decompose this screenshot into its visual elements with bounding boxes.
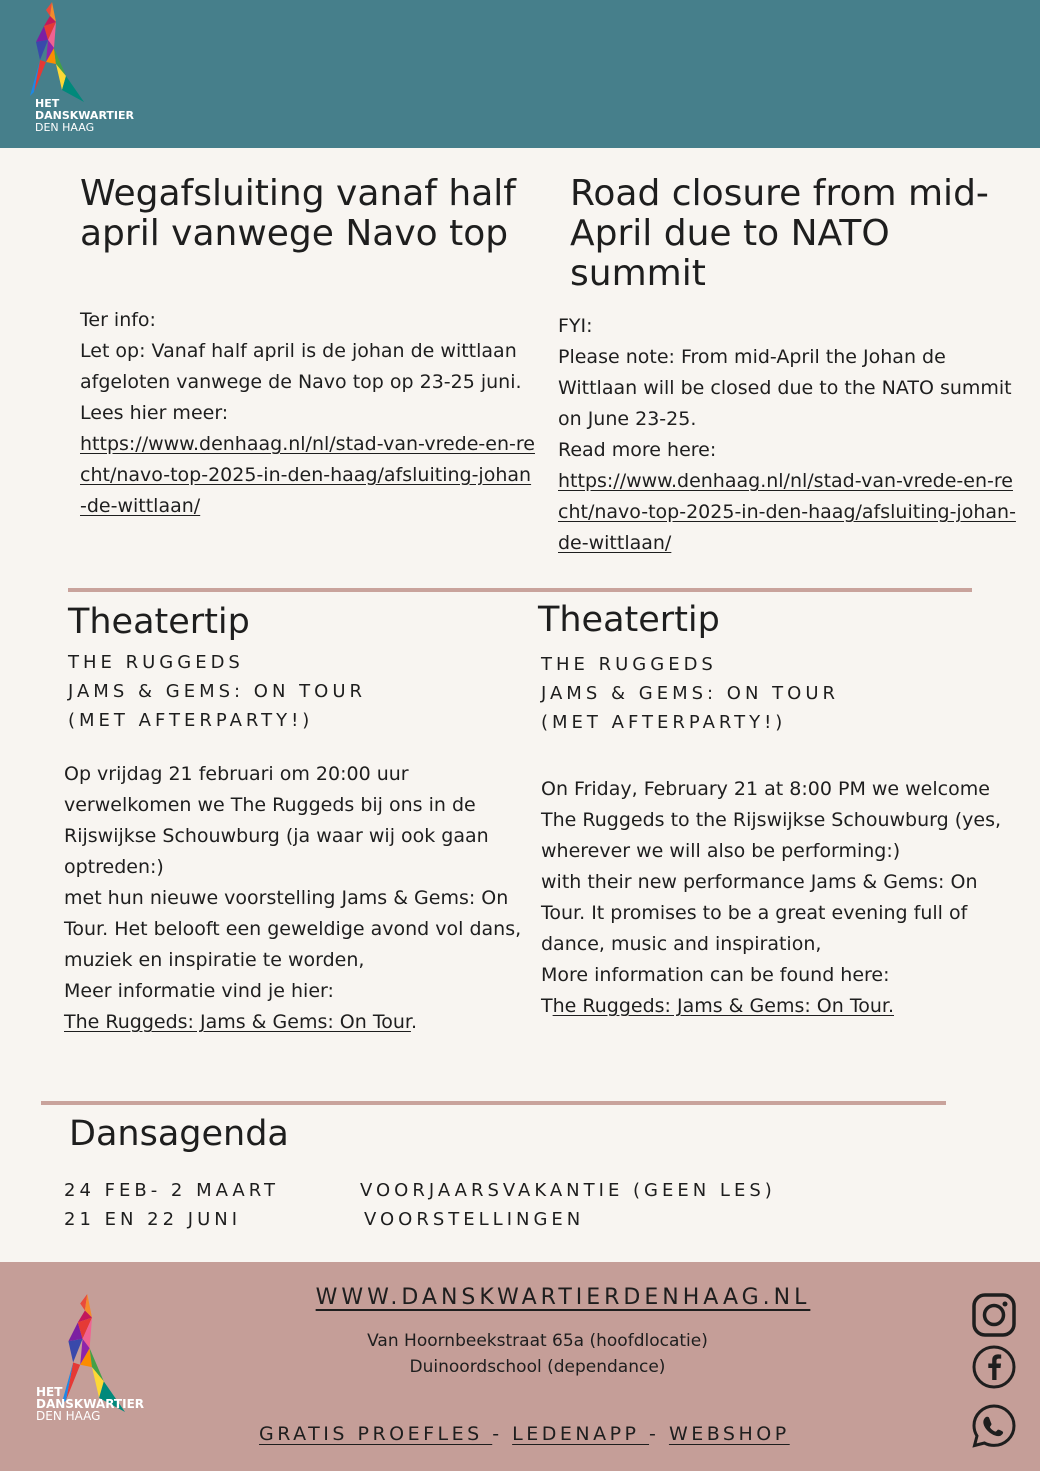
- logo-line-2: DANSKWARTIER: [35, 109, 135, 122]
- en-notice-title: Road closure from mid-April due to NATO summit: [570, 173, 989, 294]
- nl-notice-text: Let op: Vanaf half april is de johan de wittlaan afgeloten vanwege de Navo top op 23-25 juni.: [80, 340, 522, 393]
- address-2: Duinoordschool (dependance): [409, 1357, 666, 1377]
- footer-separator-1: -: [492, 1423, 513, 1445]
- en-theater-text-2: with their new performance Jams & Gems: On Tour. It promises to be a great evening full of dance, music and inspiration,: [541, 871, 978, 955]
- webshop-link[interactable]: WEBSHOP: [668, 1423, 790, 1445]
- footer-logo-line-2: DANSKWARTIER: [36, 1397, 145, 1411]
- logo-line-1: HET: [35, 97, 60, 110]
- member-app-link[interactable]: LEDENAPP: [512, 1423, 650, 1445]
- footer-logo-line-1: HET: [36, 1385, 63, 1399]
- en-theater-more: More information can be found here:: [541, 964, 890, 986]
- logo-dancer-icon: [26, 2, 86, 102]
- nl-theater-more: Meer informatie vind je hier:: [64, 980, 334, 1002]
- nl-notice-title: Wegafsluiting vanaf half april vanwege Navo top: [80, 173, 516, 254]
- nl-theater-text-2: met hun nieuwe voorstelling Jams & Gems: On Tour. Het belooft een geweldige avond vol dans, muziek en inspiratie te worden,: [64, 887, 522, 971]
- logo-text: [35, 98, 134, 134]
- agenda-row-2-event: VOORSTELLINGEN: [364, 1209, 585, 1230]
- nl-notice-body: [80, 305, 535, 522]
- agenda-row-1-event: VOORJAARSVAKANTIE (GEEN LES): [360, 1180, 776, 1201]
- nl-theater-title: Theatertip: [68, 602, 250, 642]
- instagram-icon[interactable]: [971, 1292, 1017, 1338]
- nl-notice-link[interactable]: https://www.denhaag.nl/nl/stad-van-vrede-en-recht/navo-top-2025-in-den-haag/afsluiting-johan-de-wittlaan/: [80, 433, 535, 517]
- agenda-row-1-date: 24 FEB- 2 MAART: [64, 1180, 279, 1201]
- website-link-text[interactable]: WWW.DANSKWARTIERDENHAAG.NL: [315, 1285, 811, 1310]
- nl-notice-intro: Ter info:: [80, 309, 156, 331]
- en-theater-sub-2: JAMS & GEMS: ON TOUR: [541, 683, 840, 704]
- footer-logo-text: [36, 1386, 144, 1422]
- nl-theater-body: [64, 759, 538, 1038]
- agenda-title: Dansagenda: [69, 1114, 289, 1154]
- section-divider-2: [41, 1101, 946, 1105]
- free-trial-link[interactable]: GRATIS PROEFLES: [259, 1423, 493, 1445]
- nl-theater-link[interactable]: The Ruggeds: Jams & Gems: On Tour: [64, 1011, 411, 1033]
- nl-theater-sub-1: THE RUGGEDS: [68, 652, 244, 673]
- nl-theater-sub-2: JAMS & GEMS: ON TOUR: [68, 681, 367, 702]
- section-divider-1: [68, 588, 972, 592]
- en-theater-link[interactable]: he Ruggeds: Jams & Gems: On Tour.: [552, 995, 894, 1017]
- en-theater-body: [541, 774, 1019, 1022]
- en-theater-sub-1: THE RUGGEDS: [541, 654, 717, 675]
- whatsapp-icon[interactable]: [971, 1403, 1017, 1449]
- nl-theater-sub-3: (MET AFTERPARTY!): [68, 710, 314, 731]
- footer-links: [259, 1423, 790, 1445]
- address-1: Van Hoornbeekstraat 65a (hoofdlocatie): [367, 1331, 708, 1351]
- nl-theater-text-1: Op vrijdag 21 februari om 20:00 uur verwelkomen we The Ruggeds bij ons in de Rijswijkse Schouwburg (ja waar wij ook gaan optreden:): [64, 763, 489, 878]
- header-banner: [0, 0, 1040, 148]
- en-notice-body: [558, 311, 1018, 559]
- footer-separator-2: -: [649, 1423, 669, 1445]
- logo-line-3: DEN HAAG: [35, 121, 95, 134]
- en-notice-intro: FYI:: [558, 315, 593, 337]
- en-theater-text-1: On Friday, February 21 at 8:00 PM we welcome The Ruggeds to the Rijswijkse Schouwburg (yes, wherever we will also be performing:): [541, 778, 1002, 862]
- en-notice-read-more: Read more here:: [558, 439, 717, 461]
- agenda-row-2-date: 21 EN 22 JUNI: [64, 1209, 242, 1230]
- nl-notice-read-more: Lees hier meer:: [80, 402, 229, 424]
- en-theater-link-prefix: T: [541, 995, 553, 1017]
- nl-theater-link-suffix: .: [410, 1011, 417, 1033]
- nl-theater-subtitle: [68, 648, 366, 735]
- facebook-icon[interactable]: [971, 1344, 1017, 1390]
- en-theater-sub-3: (MET AFTERPARTY!): [541, 712, 787, 733]
- en-notice-link[interactable]: https://www.denhaag.nl/nl/stad-van-vrede-en-recht/navo-top-2025-in-den-haag/afsluiting-johan-de-wittlaan/: [558, 470, 1016, 554]
- website-link[interactable]: [0, 1285, 1040, 1310]
- en-theater-subtitle: [541, 650, 839, 737]
- footer-logo-line-3: DEN HAAG: [36, 1409, 101, 1423]
- en-theater-title: Theatertip: [538, 600, 720, 640]
- en-notice-text: Please note: From mid-April the Johan de Wittlaan will be closed due to the NATO summit on June 23-25.: [558, 346, 1012, 430]
